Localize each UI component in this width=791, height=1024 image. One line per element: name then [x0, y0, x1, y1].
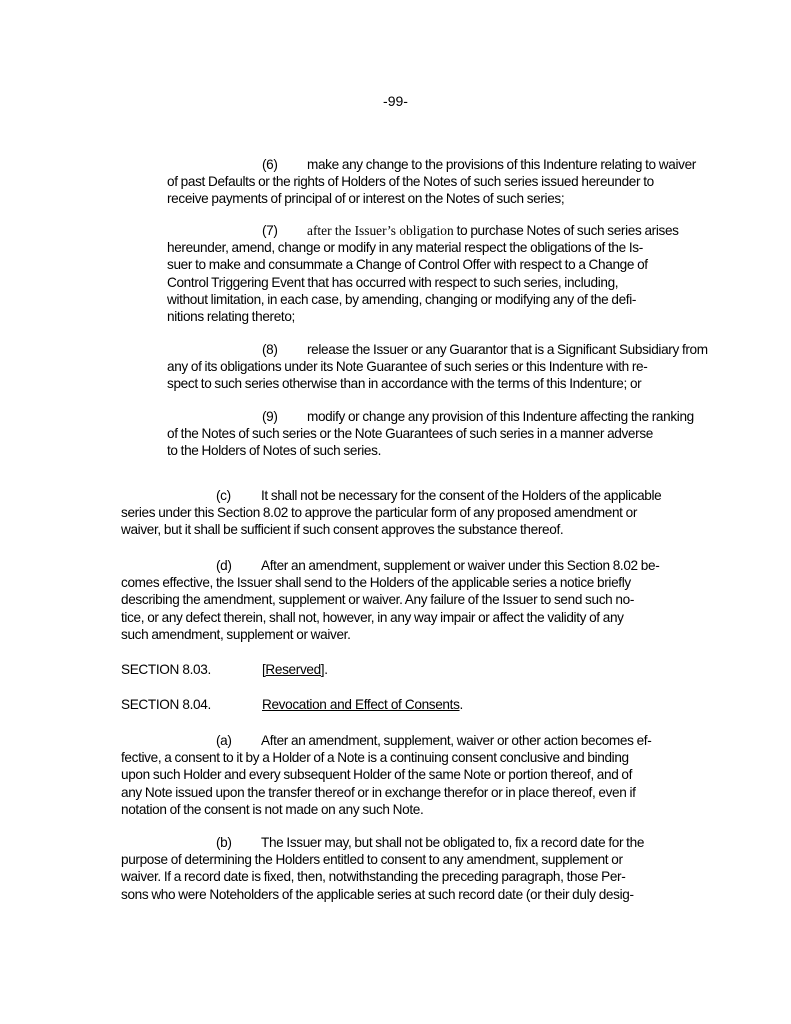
clause-number: (9)	[262, 409, 278, 424]
paragraph-text: The Issuer may, but shall not be obligated to, fix a record date for the	[261, 835, 645, 850]
paragraph-number: (a)	[216, 733, 232, 748]
clause-6	[167, 156, 715, 208]
paragraph-number: (b)	[216, 835, 232, 850]
paragraph-text: After an amendment, supplement, waiver or other action becomes ef-	[261, 733, 652, 748]
clause-text-serif: after the Issuer’s obligation	[307, 223, 454, 238]
text-line: to the Holders of Notes of such series.	[167, 443, 382, 459]
paragraph-b	[121, 834, 715, 903]
paragraph-d	[121, 557, 715, 643]
section-8-03-title	[262, 662, 328, 677]
section-title-text: Revocation and Effect of Consents	[262, 697, 460, 712]
text-line: purpose of determining the Holders entitled to consent to any amendment, supplement or	[121, 852, 623, 868]
clause-text: modify or change any provision of this Indenture affecting the ranking	[307, 409, 694, 424]
paragraph-c	[121, 487, 715, 539]
text-line: of past Defaults or the rights of Holders of the Notes of such series issued hereunder to	[167, 174, 654, 190]
clause-number: (6)	[262, 157, 278, 172]
text-line: of the Notes of such series or the Note Guarantees of such series in a manner adverse	[167, 426, 653, 442]
text-line: suer to make and consummate a Change of Control Offer with respect to a Change of	[167, 257, 648, 273]
text-line: any Note issued upon the transfer thereof or in exchange therefor or in place thereof, even if	[121, 784, 636, 800]
clause-text: release the Issuer or any Guarantor that is a Significant Subsidiary from	[307, 342, 708, 357]
text-line: fective, a consent to it by a Holder of a Note is a continuing consent conclusive and binding	[121, 750, 629, 766]
section-8-04-title	[262, 697, 463, 712]
clause-7	[167, 222, 715, 325]
text-line: nitions relating thereto;	[167, 309, 295, 325]
text-line: hereunder, amend, change or modify in any material respect the obligations of the Is-	[167, 240, 643, 256]
clause-text: make any change to the provisions of this Indenture relating to waiver	[307, 157, 696, 172]
text-line: upon such Holder and every subsequent Holder of the same Note or portion thereof, and of	[121, 767, 633, 783]
paragraph-number: (c)	[216, 488, 231, 503]
text-line: Control Triggering Event that has occurred with respect to such series, including,	[167, 274, 619, 290]
text-line: tice, or any defect therein, shall not, however, in any way impair or affect the validity of any	[121, 609, 624, 625]
text-line: notation of the consent is not made on any such Note.	[121, 801, 424, 817]
text-line: receive payments of principal of or interest on the Notes of such series;	[167, 191, 565, 207]
section-title-period: .	[459, 697, 463, 712]
clause-text: to purchase Notes of such series arises	[453, 223, 679, 238]
clause-number: (7)	[262, 223, 278, 238]
text-line: without limitation, in each case, by amending, changing or modifying any of the defi-	[167, 291, 637, 307]
section-title-text: [Reserved]	[262, 662, 325, 677]
clause-number: (8)	[262, 342, 278, 357]
section-title-period: .	[324, 662, 328, 677]
text-line: series under this Section 8.02 to approve the particular form of any proposed amendment or	[121, 505, 638, 521]
section-8-03-label: SECTION 8.03.	[121, 662, 211, 677]
text-line: comes effective, the Issuer shall send to the Holders of the applicable series a notice briefly	[121, 575, 631, 591]
text-line: sons who were Noteholders of the applicable series at such record date (or their duly desig-	[121, 886, 634, 902]
section-8-04-label: SECTION 8.04.	[121, 697, 211, 712]
text-line: spect to such series otherwise than in accordance with the terms of this Indenture; or	[167, 376, 642, 392]
page-number: -99-	[383, 93, 408, 109]
clause-8	[167, 341, 715, 393]
paragraph-text: After an amendment, supplement or waiver under this Section 8.02 be-	[261, 558, 660, 573]
paragraph-number: (d)	[216, 558, 232, 573]
clause-9	[167, 408, 715, 460]
text-line: any of its obligations under its Note Guarantee of such series or this Indenture with re-	[167, 359, 648, 375]
text-line: such amendment, supplement or waiver.	[121, 626, 351, 642]
paragraph-text: It shall not be necessary for the consent of the Holders of the applicable	[261, 488, 662, 503]
text-line: describing the amendment, supplement or waiver. Any failure of the Issuer to send such no-	[121, 592, 634, 608]
text-line: waiver. If a record date is fixed, then, notwithstanding the preceding paragraph, those Per-	[121, 869, 626, 885]
paragraph-a	[121, 732, 715, 818]
text-line: waiver, but it shall be sufficient if such consent approves the substance thereof.	[121, 522, 564, 538]
